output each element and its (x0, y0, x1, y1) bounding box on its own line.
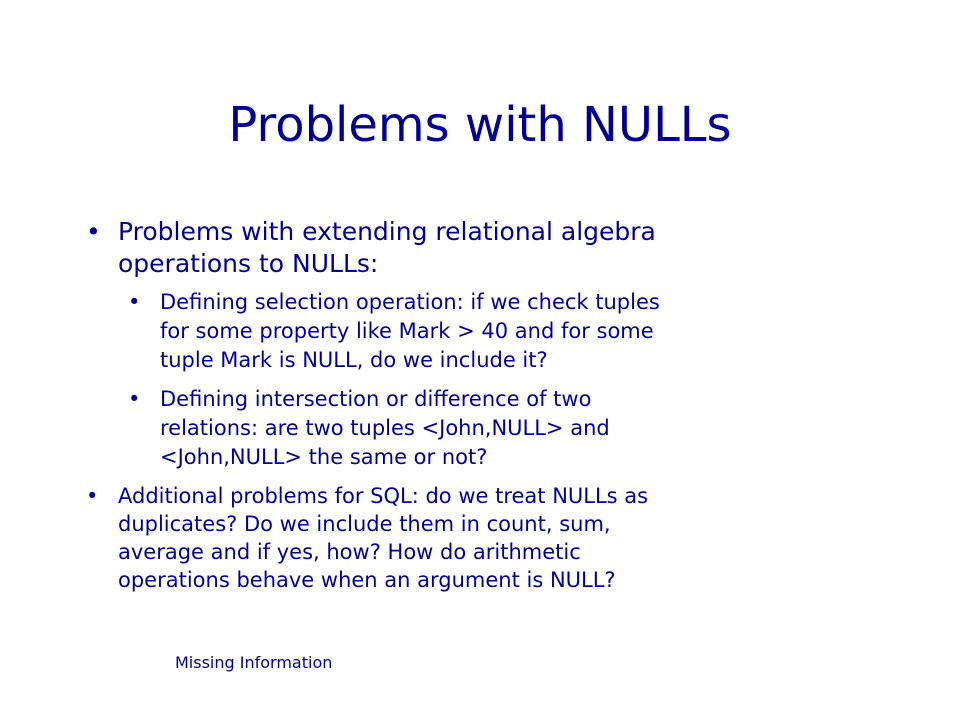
sub-bullet-line: Defining selection operation: if we check tuples (160, 290, 660, 314)
bullet-line: average and if yes, how? How do arithmetic (118, 540, 581, 564)
sub-bullet-line: for some property like Mark > 40 and for some (160, 319, 654, 343)
slide-body (84, 216, 844, 602)
sub-bullet-marker: • (128, 387, 141, 411)
bullet-marker: • (86, 217, 101, 246)
sub-bullet-item (124, 288, 844, 375)
bullet-line: Additional problems for SQL: do we treat NULLs as (118, 484, 649, 508)
slide-footer: Missing Information (175, 653, 333, 672)
sub-bullet-item (124, 385, 844, 472)
sub-bullet-line: tuple Mark is NULL, do we include it? (160, 348, 548, 372)
sub-bullet-marker: • (128, 290, 141, 314)
bullet-item (84, 216, 844, 280)
bullet-line: Problems with extending relational algebra (118, 217, 656, 246)
sub-bullet-line: Defining intersection or difference of two (160, 387, 592, 411)
bullet-marker: • (86, 484, 99, 508)
bullet-line: operations behave when an argument is NULL? (118, 568, 616, 592)
slide-title: Problems with NULLs (228, 97, 732, 153)
bullet-line: duplicates? Do we include them in count, sum, (118, 512, 611, 536)
sub-bullet-line: <John,NULL> the same or not? (160, 445, 488, 469)
sub-bullet-list (124, 288, 844, 472)
bullet-line: operations to NULLs: (118, 249, 379, 278)
sub-bullet-line: relations: are two tuples <John,NULL> and (160, 416, 610, 440)
bullet-item (84, 482, 844, 594)
